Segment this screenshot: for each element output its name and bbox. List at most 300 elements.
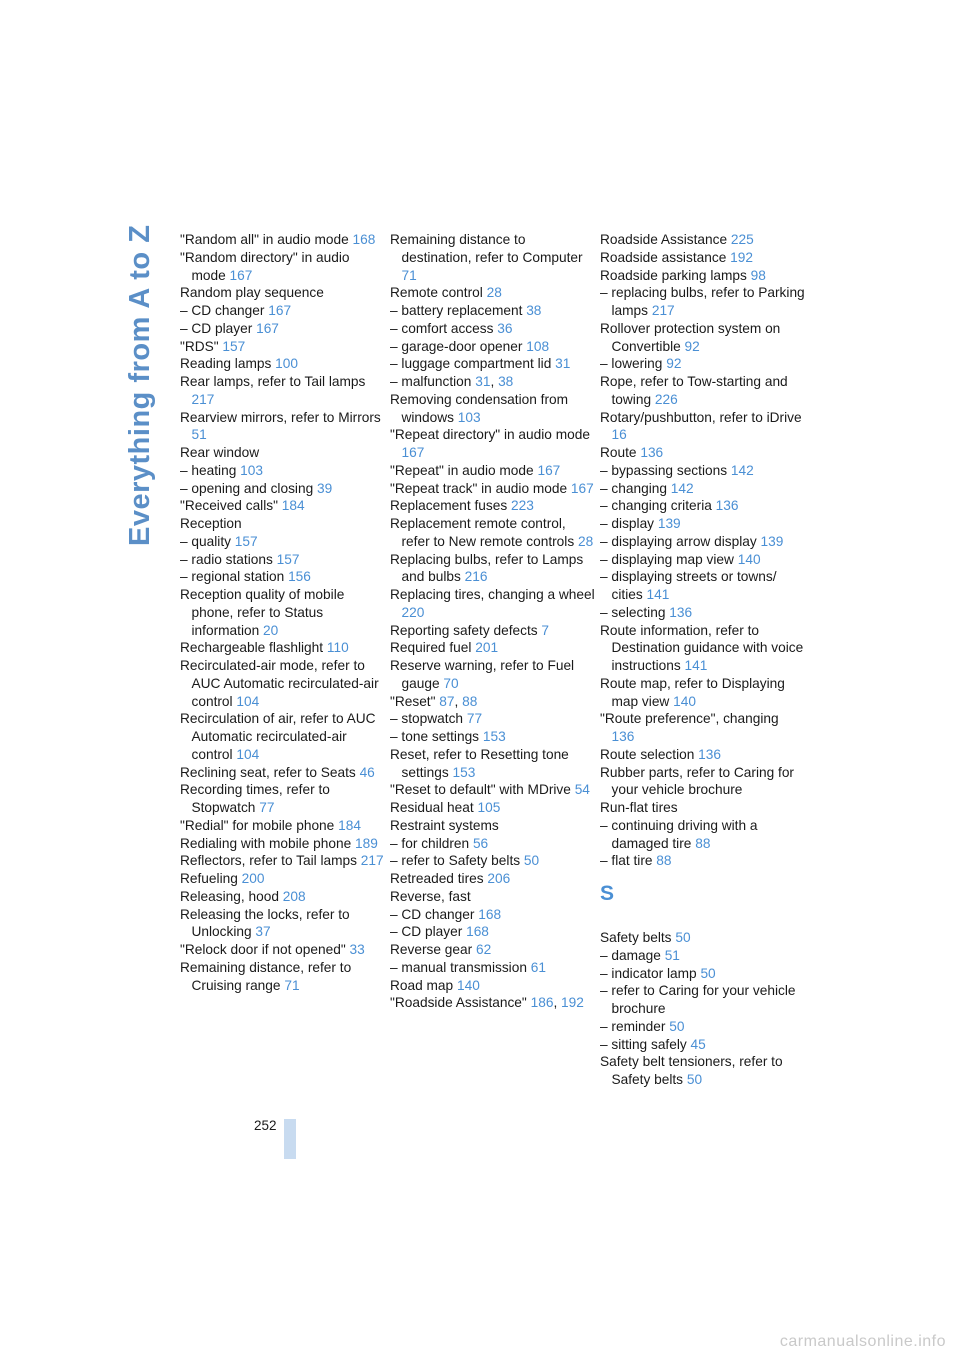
ref-separator: , (553, 995, 562, 1011)
index-entry (600, 982, 805, 1018)
entry-text: Rearview mirrors, refer to Mirrors (180, 409, 381, 425)
entry-text: Removing condensation from windows (390, 391, 569, 425)
entry-text: Reception (180, 516, 242, 531)
index-entry (390, 622, 595, 640)
page-reference-link[interactable]: 50 (700, 965, 716, 981)
entry-text: – CD changer (180, 303, 269, 318)
index-entry (390, 480, 595, 498)
entry-text: – refer to Safety belts (390, 853, 524, 869)
index-entry (600, 947, 805, 965)
index-entry (180, 338, 385, 356)
entry-text: – garage-door opener (390, 338, 527, 354)
index-entry (180, 657, 385, 710)
page-reference-link[interactable]: 28 (577, 533, 594, 549)
index-entry (180, 639, 385, 657)
entry-text: – manual transmission (390, 959, 531, 975)
index-entry (390, 373, 595, 391)
index-entry (180, 852, 385, 870)
entry-text: – radio stations (180, 551, 277, 567)
page-reference-link[interactable]: 56 (472, 835, 489, 851)
page-reference-link[interactable]: 184 (338, 817, 361, 833)
index-entry (390, 923, 595, 941)
index-entry (600, 622, 805, 675)
index-entry (390, 799, 595, 817)
page-reference-link[interactable]: 142 (730, 462, 754, 478)
entry-text: Route map, refer to Displaying map view (600, 675, 785, 709)
page-reference-link[interactable]: 220 (401, 604, 425, 620)
index-entry (600, 551, 805, 569)
index-entry (180, 906, 385, 942)
entry-text: – selecting (600, 604, 670, 620)
index-entry (180, 533, 385, 551)
index-entry (600, 462, 805, 480)
page-reference-link[interactable]: 104 (236, 693, 260, 709)
page-reference-link[interactable]: 100 (275, 356, 298, 372)
page-reference-link[interactable]: 39 (316, 480, 333, 496)
entry-text: Releasing, hood (180, 888, 283, 904)
page-reference-link[interactable]: 98 (750, 267, 766, 283)
index-entry (390, 693, 595, 711)
page-reference-link[interactable]: 168 (478, 906, 502, 922)
page-reference-link[interactable]: 87 (439, 693, 455, 709)
page-reference-link[interactable]: 50 (523, 853, 540, 869)
entry-text: Safety belt tensioners, refer to Safety belts (600, 1054, 783, 1087)
page-reference-link[interactable]: 141 (646, 587, 670, 602)
entry-text: Recording times, refer to Stopwatch (180, 782, 330, 815)
page-reference-link[interactable]: 108 (526, 338, 550, 354)
page-reference-link[interactable]: 226 (654, 391, 678, 407)
entry-text: Roadside Assistance (600, 232, 731, 247)
page-reference-link[interactable]: 77 (466, 711, 483, 727)
page-reference-link[interactable]: 168 (352, 232, 376, 247)
page-reference-link[interactable]: 105 (477, 800, 501, 815)
entry-text: Rear lamps, refer to Tail lamps (180, 374, 366, 389)
page-reference-link[interactable]: 88 (656, 853, 672, 869)
page-reference-link[interactable]: 136 (715, 498, 739, 514)
page-reference-link[interactable]: 70 (443, 675, 459, 691)
entry-text: – comfort access (390, 320, 498, 336)
index-entry (390, 977, 595, 995)
entry-text: Reset, refer to Resetting tone settings (390, 746, 569, 780)
index-entry (600, 444, 805, 462)
entry-text: – heating (180, 462, 241, 478)
entry-text: – sitting safely (600, 1036, 691, 1052)
entry-text: Reporting safety defects (390, 622, 542, 638)
entry-text: – displaying map view (600, 551, 738, 567)
entry-text: Safety belts (600, 930, 676, 945)
page-reference-link[interactable]: 167 (229, 267, 253, 283)
entry-text: Route selection (600, 746, 699, 762)
page-reference-link[interactable]: 38 (498, 374, 514, 389)
index-entry (180, 462, 385, 480)
entry-text: – lowering (600, 356, 667, 372)
index-entry (390, 515, 595, 551)
entry-text: – tone settings (390, 729, 483, 744)
index-entry (600, 675, 805, 711)
page-reference-link[interactable]: 50 (686, 1072, 703, 1087)
page-reference-link[interactable]: 50 (669, 1018, 685, 1034)
entry-text: "Reset to default" with MDrive (390, 782, 575, 798)
entry-text: – battery replacement (390, 303, 527, 318)
entry-text: "RDS" (180, 338, 223, 354)
entry-text: Rollover protection system on Convertible (600, 320, 781, 354)
entry-text: Remaining distance, refer to Cruising range (180, 959, 352, 993)
index-entry (390, 728, 595, 746)
entry-text: Road map (390, 977, 457, 993)
entry-text: Random play sequence (180, 285, 324, 301)
page-reference-link[interactable]: 167 (570, 480, 594, 496)
index-entry (180, 710, 385, 763)
entry-text: "Repeat" in audio mode (390, 462, 538, 478)
index-entry (600, 320, 805, 356)
page-reference-link[interactable]: 157 (222, 338, 246, 354)
page-reference-link[interactable]: 167 (256, 320, 279, 336)
index-entry (390, 888, 595, 906)
entry-text: Releasing the locks, refer to Unlocking (180, 906, 350, 940)
index-entry (180, 764, 385, 782)
index-entry (180, 355, 385, 373)
entry-text: Reflectors, refer to Tail lamps (180, 853, 361, 869)
index-entry (390, 391, 595, 427)
page-reference-link[interactable]: 54 (574, 782, 590, 798)
page-reference-link[interactable]: 136 (640, 445, 664, 460)
index-entry (390, 355, 595, 373)
entry-text: – refer to Caring for your vehicle brochure (600, 983, 796, 1016)
index-entry (390, 906, 595, 924)
index-entry (600, 497, 805, 515)
entry-text: – displaying streets or towns/ cities (600, 569, 777, 602)
index-entry (600, 355, 805, 373)
index-entry (180, 941, 385, 959)
page-reference-link[interactable]: 103 (240, 462, 263, 478)
page-reference-link[interactable]: 28 (486, 285, 502, 301)
page-reference-link[interactable]: 71 (401, 267, 417, 283)
entry-text: Rope, refer to Tow-starting and towing (600, 374, 788, 407)
page-reference-link[interactable]: 223 (510, 498, 534, 514)
page-reference-link[interactable]: 167 (401, 445, 425, 460)
index-entry (180, 444, 385, 462)
page-reference-link[interactable]: 92 (684, 338, 700, 354)
page-reference-link[interactable]: 62 (475, 942, 492, 957)
entry-text: – indicator lamp (600, 965, 701, 981)
page-reference-link[interactable]: 184 (281, 498, 305, 514)
entry-text: "Repeat track" in audio mode (390, 480, 571, 496)
page-reference-link[interactable]: 208 (282, 888, 306, 904)
page-reference-link[interactable]: 31 (555, 356, 571, 372)
entry-text: Restraint systems (390, 817, 499, 833)
page-reference-link[interactable]: 139 (657, 516, 681, 531)
index-entry (390, 710, 595, 728)
index-entry (180, 551, 385, 569)
entry-text: Replacing tires, changing a wheel (390, 587, 595, 602)
entry-text: – stopwatch (390, 711, 467, 727)
entry-text: Reading lamps (180, 356, 276, 372)
page-reference-link[interactable]: 217 (360, 853, 384, 869)
page-reference-link[interactable]: 20 (263, 622, 279, 638)
page-reference-link[interactable]: 51 (664, 947, 680, 963)
index-entry (390, 586, 595, 622)
page-reference-link[interactable]: 139 (760, 533, 784, 549)
entry-text: – display (600, 516, 658, 531)
entry-text: – changing criteria (600, 498, 716, 514)
entry-text: Roadside parking lamps (600, 267, 751, 283)
entry-text: Reserve warning, refer to Fuel gauge (390, 658, 575, 691)
entry-text: – damage (600, 947, 665, 963)
ref-separator: , (490, 374, 499, 389)
entry-text: Retreaded tires (390, 871, 488, 886)
index-entry (390, 497, 595, 515)
page-reference-link[interactable]: 110 (326, 640, 349, 656)
index-entry (180, 870, 385, 888)
page-reference-link[interactable]: 217 (191, 391, 215, 407)
entry-text: – CD player (180, 320, 257, 336)
entry-text: Replacing bulbs, refer to Lamps and bulbs (390, 551, 584, 585)
index-entry (180, 373, 385, 409)
entry-text: Replacement remote control, refer to New remote controls (390, 516, 578, 549)
page-reference-link[interactable]: 51 (191, 427, 207, 443)
page-reference-link[interactable]: 189 (355, 835, 378, 851)
index-entry (180, 284, 385, 302)
section-letter: S (600, 882, 615, 905)
entry-text: "Relock door if not opened" (180, 942, 350, 957)
index-entry (600, 249, 805, 267)
entry-text: "Route preference", changing (600, 711, 779, 727)
index-entry (600, 1036, 805, 1054)
entry-text: Recirculation of air, refer to AUC Automatic recirculated-air control (180, 711, 376, 762)
entry-text: Route (600, 445, 641, 460)
page-reference-link[interactable]: 46 (359, 764, 375, 780)
index-entry (600, 409, 805, 445)
page-reference-link[interactable]: 201 (475, 640, 499, 656)
page-reference-link[interactable]: 167 (268, 303, 292, 318)
page-reference-link[interactable]: 45 (690, 1036, 706, 1052)
entry-text: Rear window (180, 445, 260, 460)
page-reference-link[interactable]: 153 (452, 764, 476, 780)
page-reference-link[interactable]: 16 (611, 427, 627, 443)
entry-text: – quality (180, 533, 235, 549)
index-entry (600, 515, 805, 533)
page-reference-link[interactable]: 206 (487, 871, 511, 886)
page-reference-link[interactable]: 186 (530, 995, 554, 1011)
ref-separator: , (454, 693, 463, 709)
page-reference-link[interactable]: 140 (456, 977, 480, 993)
entry-text: "Reset" (390, 693, 440, 709)
entry-text: Rotary/pushbutton, refer to iDrive (600, 409, 802, 425)
entry-text: Recirculated-air mode, refer to AUC Automatic recirculated-air control (180, 658, 379, 709)
page-reference-link[interactable]: 192 (730, 249, 753, 265)
page-reference-link[interactable]: 200 (241, 871, 265, 886)
index-entry (600, 929, 805, 947)
index-entry (180, 817, 385, 835)
index-entry (180, 231, 385, 249)
page-marker-bar (284, 1119, 296, 1159)
index-entry (600, 533, 805, 551)
index-entry (390, 320, 595, 338)
entry-text: – CD player (390, 924, 467, 940)
index-entry (390, 426, 595, 462)
index-entry (390, 551, 595, 587)
index-entry (600, 817, 805, 853)
index-entry (390, 852, 595, 870)
entry-text: – bypassing sections (600, 462, 731, 478)
index-entry (600, 746, 805, 764)
entry-text: – replacing bulbs, refer to Parking lamps (600, 285, 805, 318)
index-entry (390, 870, 595, 888)
page-reference-link[interactable]: 36 (497, 320, 513, 336)
index-entry (390, 994, 595, 1012)
entry-text: Remaining distance to destination, refer to Computer (390, 232, 583, 265)
index-entry (390, 781, 595, 799)
entry-text: Reverse, fast (390, 888, 471, 904)
entry-text: "Random all" in audio mode (180, 232, 353, 247)
page-reference-link[interactable]: 77 (259, 800, 275, 815)
index-entry (600, 1053, 805, 1089)
page-reference-link[interactable]: 153 (482, 729, 506, 744)
index-entry (180, 835, 385, 853)
entry-text: Route information, refer to Destination guidance with voice instructions (600, 622, 804, 673)
page-number: 252 (254, 1118, 277, 1133)
index-entry (180, 249, 385, 285)
index-column-1 (180, 231, 385, 994)
entry-text: Run-flat tires (600, 800, 678, 815)
page-reference-link[interactable]: 140 (737, 551, 761, 567)
index-entry (390, 817, 595, 835)
entry-text: – changing (600, 480, 671, 496)
index-entry (180, 781, 385, 817)
index-entry (390, 284, 595, 302)
entry-text: – luggage compartment lid (390, 356, 556, 372)
entry-text: "Redial" for mobile phone (180, 817, 339, 833)
index-entry (390, 231, 595, 284)
entry-text: Roadside assistance (600, 249, 731, 265)
index-entry (600, 284, 805, 320)
index-entry (180, 515, 385, 533)
page-reference-link[interactable]: 104 (236, 746, 260, 762)
index-entry (180, 409, 385, 445)
page-reference-link[interactable]: 225 (730, 232, 754, 247)
entry-text: – opening and closing (180, 480, 317, 496)
index-entry (600, 710, 805, 746)
index-entry (600, 480, 805, 498)
index-entry (600, 1018, 805, 1036)
page-reference-link[interactable]: 157 (276, 551, 300, 567)
index-entry (600, 267, 805, 285)
page-reference-link[interactable]: 103 (457, 409, 481, 425)
entry-text: Rubber parts, refer to Caring for your vehicle brochure (600, 764, 794, 798)
entry-text: Reception quality of mobile phone, refer to Status information (180, 587, 345, 638)
entry-text: – flat tire (600, 853, 657, 869)
index-entry (390, 462, 595, 480)
entry-text: – for children (390, 835, 473, 851)
index-entry (600, 568, 805, 604)
entry-text: Remote control (390, 285, 487, 301)
index-entry (180, 302, 385, 320)
page-reference-link[interactable]: 136 (611, 729, 635, 744)
page-reference-link[interactable]: 37 (255, 924, 271, 940)
entry-text: Refueling (180, 871, 242, 886)
entry-text: – regional station (180, 569, 289, 585)
index-entry (180, 568, 385, 586)
index-entry (600, 604, 805, 622)
page-reference-link[interactable]: 136 (698, 746, 721, 762)
index-entry (180, 480, 385, 498)
page-reference-link[interactable]: 140 (673, 693, 696, 709)
page-reference-link[interactable]: 217 (651, 303, 675, 318)
index-entry (390, 338, 595, 356)
entry-text: "Random directory" in audio mode (180, 249, 350, 283)
page-reference-link[interactable]: 33 (349, 942, 365, 957)
page-reference-link[interactable]: 71 (284, 977, 300, 993)
index-entry (600, 373, 805, 409)
index-entry (390, 639, 595, 657)
page-reference-link[interactable]: 216 (464, 569, 488, 585)
side-title: Everything from A to Z (124, 224, 156, 546)
entry-text: – continuing driving with a damaged tire (600, 817, 758, 851)
index-entry (390, 302, 595, 320)
index-entry (180, 586, 385, 639)
entry-text: Redialing with mobile phone (180, 835, 356, 851)
page-reference-link[interactable]: 38 (526, 303, 542, 318)
index-entry (180, 497, 385, 515)
index-entry (180, 320, 385, 338)
index-entry (390, 941, 595, 959)
index-entry (390, 657, 595, 693)
index-entry (600, 231, 805, 249)
page-reference-link[interactable]: 31 (475, 374, 491, 389)
entry-text: – malfunction (390, 374, 476, 389)
page-reference-link[interactable]: 156 (288, 569, 311, 585)
watermark: carmanualsonline.info (779, 1333, 946, 1350)
index-entry (390, 835, 595, 853)
page-reference-link[interactable]: 192 (561, 995, 584, 1011)
page-reference-link[interactable]: 92 (666, 356, 682, 372)
entry-text: "Roadside Assistance" (390, 995, 531, 1011)
entry-text: – displaying arrow display (600, 533, 761, 549)
index-entry (600, 965, 805, 983)
index-column-3 (600, 231, 805, 1089)
page-reference-link[interactable]: 157 (234, 533, 258, 549)
page-reference-link[interactable]: 141 (684, 658, 708, 673)
index-entry (180, 959, 385, 995)
page-reference-link[interactable]: 61 (530, 959, 546, 975)
page-reference-link[interactable]: 50 (675, 930, 691, 945)
page-reference-link[interactable]: 136 (669, 604, 693, 620)
entry-text: Required fuel (390, 640, 476, 656)
entry-text: "Received calls" (180, 498, 282, 514)
entry-text: – CD changer (390, 906, 479, 922)
page-reference-link[interactable]: 7 (541, 622, 550, 638)
page-reference-link[interactable]: 167 (537, 462, 561, 478)
entry-text: Rechargeable flashlight (180, 640, 327, 656)
index-entry (600, 799, 805, 817)
entry-text: Reclining seat, refer to Seats (180, 764, 360, 780)
index-entry (600, 764, 805, 800)
entry-text: – reminder (600, 1018, 670, 1034)
index-entry (390, 746, 595, 782)
page-reference-link[interactable]: 88 (695, 835, 711, 851)
entry-text: Reverse gear (390, 942, 476, 957)
entry-text: Residual heat (390, 800, 478, 815)
index-column-2 (390, 231, 595, 1012)
page-reference-link[interactable]: 142 (670, 480, 694, 496)
entry-text: Replacement fuses (390, 498, 511, 514)
index-entry (390, 959, 595, 977)
index-entry (180, 888, 385, 906)
page-reference-link[interactable]: 168 (466, 924, 489, 940)
entry-text: "Repeat directory" in audio mode (390, 427, 590, 443)
page-reference-link[interactable]: 88 (462, 693, 478, 709)
index-entry (600, 852, 805, 870)
